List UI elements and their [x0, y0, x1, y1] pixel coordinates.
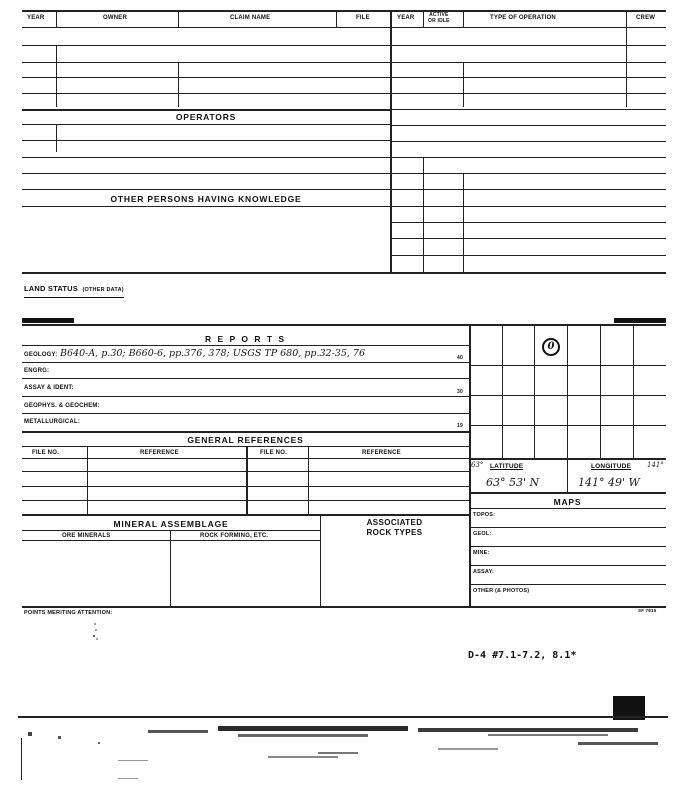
div: [246, 446, 248, 514]
operators-header: OPERATORS: [175, 112, 237, 122]
row-rule: [22, 77, 390, 78]
div: [626, 10, 627, 27]
maps-geol: GEOL:: [473, 531, 492, 537]
top-border: [22, 10, 666, 12]
div: [336, 10, 337, 27]
points-meriting-attention: POINTS MERITING ATTENTION:: [24, 610, 113, 616]
grid-div: [502, 324, 503, 458]
row-rule: [22, 140, 390, 141]
lower-top-border: [22, 324, 666, 326]
col-active-idle: ACTIVE OR IDLE: [428, 12, 450, 24]
form-number: SF 7815: [638, 608, 657, 613]
row-rule: [22, 396, 469, 397]
row-rule: [22, 173, 390, 174]
row-rule: [22, 431, 469, 433]
land-status-sub: (OTHER DATA): [82, 287, 124, 293]
div: [626, 27, 627, 107]
margin-40: 40: [457, 355, 463, 361]
ref-reference-2: REFERENCE: [362, 450, 401, 456]
row-rule: [22, 514, 469, 516]
div: [87, 446, 88, 514]
grid-div: [534, 324, 535, 458]
grid-div: [600, 324, 601, 458]
row-rule: [390, 255, 666, 256]
rock-forming-label: ROCK FORMING, ETC.: [200, 533, 269, 539]
row-rule: [469, 584, 666, 585]
div: [463, 62, 464, 107]
div: [178, 10, 179, 27]
lon-suffix: 141°: [647, 461, 664, 469]
circle-mark: 0: [542, 338, 560, 356]
file-code: D-4 #7.1-7.2, 8.1*: [468, 650, 577, 661]
operators-top: [22, 109, 390, 111]
row-rule: [469, 508, 666, 509]
row-rule: [22, 530, 320, 531]
ore-minerals-label: ORE MINERALS: [62, 533, 111, 539]
lat-prefix: 63°: [471, 461, 484, 469]
col-year-right: YEAR: [397, 15, 415, 21]
div: [56, 124, 57, 152]
reports-header: R E P O R T S: [204, 334, 287, 344]
metallurgical-label: METALLURGICAL:: [24, 419, 81, 425]
row-rule: [469, 565, 666, 566]
div: [56, 10, 57, 27]
div: [170, 530, 171, 606]
row-rule: [469, 546, 666, 547]
geophys-label: GEOPHYS. & GEOCHEM:: [24, 403, 100, 409]
maps-other: OTHER (& PHOTOS): [473, 588, 530, 594]
scan-specks: [92, 622, 97, 646]
other-persons-header: OTHER PERSONS HAVING KNOWLEDGE: [110, 194, 302, 204]
row-rule: [469, 527, 666, 528]
row-rule: [390, 125, 666, 126]
col-owner: OWNER: [103, 15, 127, 21]
scan-noise-band: [18, 712, 668, 782]
row-rule: [390, 157, 666, 158]
row-rule: [390, 93, 666, 94]
row-rule: [390, 62, 666, 63]
div: [56, 45, 57, 107]
scan-bar-left: [22, 318, 74, 323]
row-rule: [22, 124, 390, 125]
div: [308, 446, 309, 514]
header-bottom-rule: [22, 27, 666, 28]
ref-file-no: FILE NO.: [32, 450, 59, 456]
land-status-label: LAND STATUS: [24, 284, 79, 293]
longitude-value: 141° 49' W: [578, 476, 640, 489]
longitude-label: LONGITUDE: [591, 463, 632, 470]
row-rule: [22, 62, 390, 63]
ref-reference: REFERENCE: [140, 450, 179, 456]
col-type-of-operation: TYPE OF OPERATION: [490, 15, 556, 21]
row-rule: [22, 45, 390, 46]
row-rule: [390, 206, 666, 207]
row-rule: [22, 413, 469, 414]
row-rule: [22, 362, 469, 363]
col-claim-name: CLAIM NAME: [230, 15, 271, 21]
row-rule: [390, 222, 666, 223]
col-file: FILE: [356, 15, 370, 21]
col-crew: CREW: [636, 15, 656, 21]
engrg-label: ENGRG:: [24, 368, 50, 374]
row-rule: [390, 109, 666, 110]
row-rule: [22, 157, 390, 158]
div: [463, 173, 464, 272]
latlong-div: [567, 458, 568, 492]
latitude-label: LATITUDE: [490, 463, 524, 470]
latitude-value: 63° 53' N: [486, 476, 540, 489]
ref-file-no-2: FILE NO.: [260, 450, 287, 456]
row-rule: [390, 77, 666, 78]
maps-topos: TOPOS:: [473, 512, 496, 518]
col-year: YEAR: [27, 15, 45, 21]
div: [463, 10, 464, 27]
grid-div: [567, 324, 568, 458]
row-rule: [22, 189, 390, 190]
general-references-header: GENERAL REFERENCES: [187, 435, 304, 445]
speck-marks: [92, 622, 100, 646]
geology-label: GEOLOGY:: [24, 352, 58, 358]
maps-top: [469, 492, 666, 494]
grid-div: [633, 324, 634, 458]
geology-value: B640-A, p.30; B660-6, pp.376, 378; USGS TP 680, pp.32-35, 76: [60, 348, 365, 359]
row-rule: [390, 45, 666, 46]
row-rule: [390, 189, 666, 190]
margin-30: 30: [457, 389, 463, 395]
row-rule: [390, 141, 666, 142]
row-rule: [390, 238, 666, 239]
maps-assay: ASSAY:: [473, 569, 495, 575]
scan-bar-right: [614, 318, 666, 323]
associated-rock-types: ASSOCIATED ROCK TYPES: [366, 518, 423, 537]
top-form-bottom: [22, 272, 666, 274]
row-rule: [22, 93, 390, 94]
maps-header: MAPS: [553, 497, 582, 507]
land-status: [24, 278, 124, 298]
row-rule: [390, 173, 666, 174]
mineral-assemblage-header: MINERAL ASSEMBLAGE: [113, 519, 229, 529]
margin-19: 19: [457, 423, 463, 429]
div: [178, 62, 179, 107]
row-rule: [22, 345, 469, 346]
row-rule: [22, 378, 469, 379]
maps-mine: MINE:: [473, 550, 490, 556]
div: [423, 157, 424, 272]
div: [423, 10, 424, 27]
assay-label: ASSAY & IDENT:: [24, 385, 74, 391]
row-rule: [22, 540, 320, 541]
lower-bottom-border: [22, 606, 666, 608]
row-rule: [22, 206, 390, 207]
